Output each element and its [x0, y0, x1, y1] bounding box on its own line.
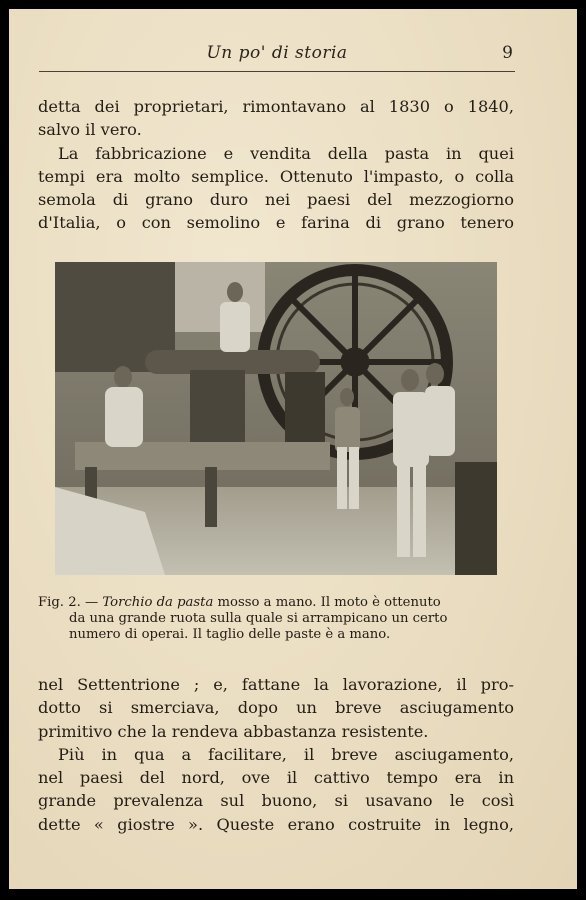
text-line: grande prevalenza sul buono, si usavano le così	[38, 791, 514, 811]
text-line: detta dei proprietari, rimontavano al 1830 o 1840,	[38, 97, 514, 116]
book-page	[9, 9, 577, 889]
text-line: semola di grano duro nei paesi del mezzogiorno	[38, 190, 514, 210]
page-header	[39, 41, 515, 72]
body-text-bottom	[38, 673, 514, 836]
text-line: Più in qua a facilitare, il breve asciugamento,	[58, 744, 514, 764]
page-number: 9	[502, 43, 513, 63]
figure-photo-pasta-press	[55, 262, 497, 575]
text-line: dotto si smerciava, dopo un breve asciugamento	[38, 698, 514, 718]
text-line: tempi era molto semplice. Ottenuto l'impasto, o colla	[38, 166, 514, 186]
text-line: nel Settentrione ; e, fattane la lavorazione, il pro-	[38, 675, 514, 694]
caption-title: Torchio da pasta	[102, 595, 214, 610]
text-line: primitivo che la rendeva abbastanza resistente.	[38, 721, 429, 741]
text-line: La fabbricazione e vendita della pasta in quei	[58, 143, 514, 163]
caption-text: mosso a mano. Il moto è ottenuto	[213, 595, 441, 610]
text-line: dette « giostre ». Queste erano costruite in legno,	[38, 814, 514, 834]
running-title: Un po' di storia	[206, 43, 348, 63]
text-line: d'Italia, o con semolino e farina di grano tenero	[38, 213, 514, 233]
caption-text: da una grande ruota sulla quale si arrampicano un certo	[69, 611, 448, 626]
text-line: salvo il vero.	[38, 120, 142, 140]
caption-label: Fig. 2. —	[38, 595, 99, 610]
caption-text: numero di operai. Il taglio delle paste è a mano.	[69, 627, 391, 642]
body-text-top	[38, 95, 514, 235]
figure-caption	[38, 595, 516, 643]
text-line: nel paesi del nord, ove il cattivo tempo era in	[38, 768, 514, 788]
